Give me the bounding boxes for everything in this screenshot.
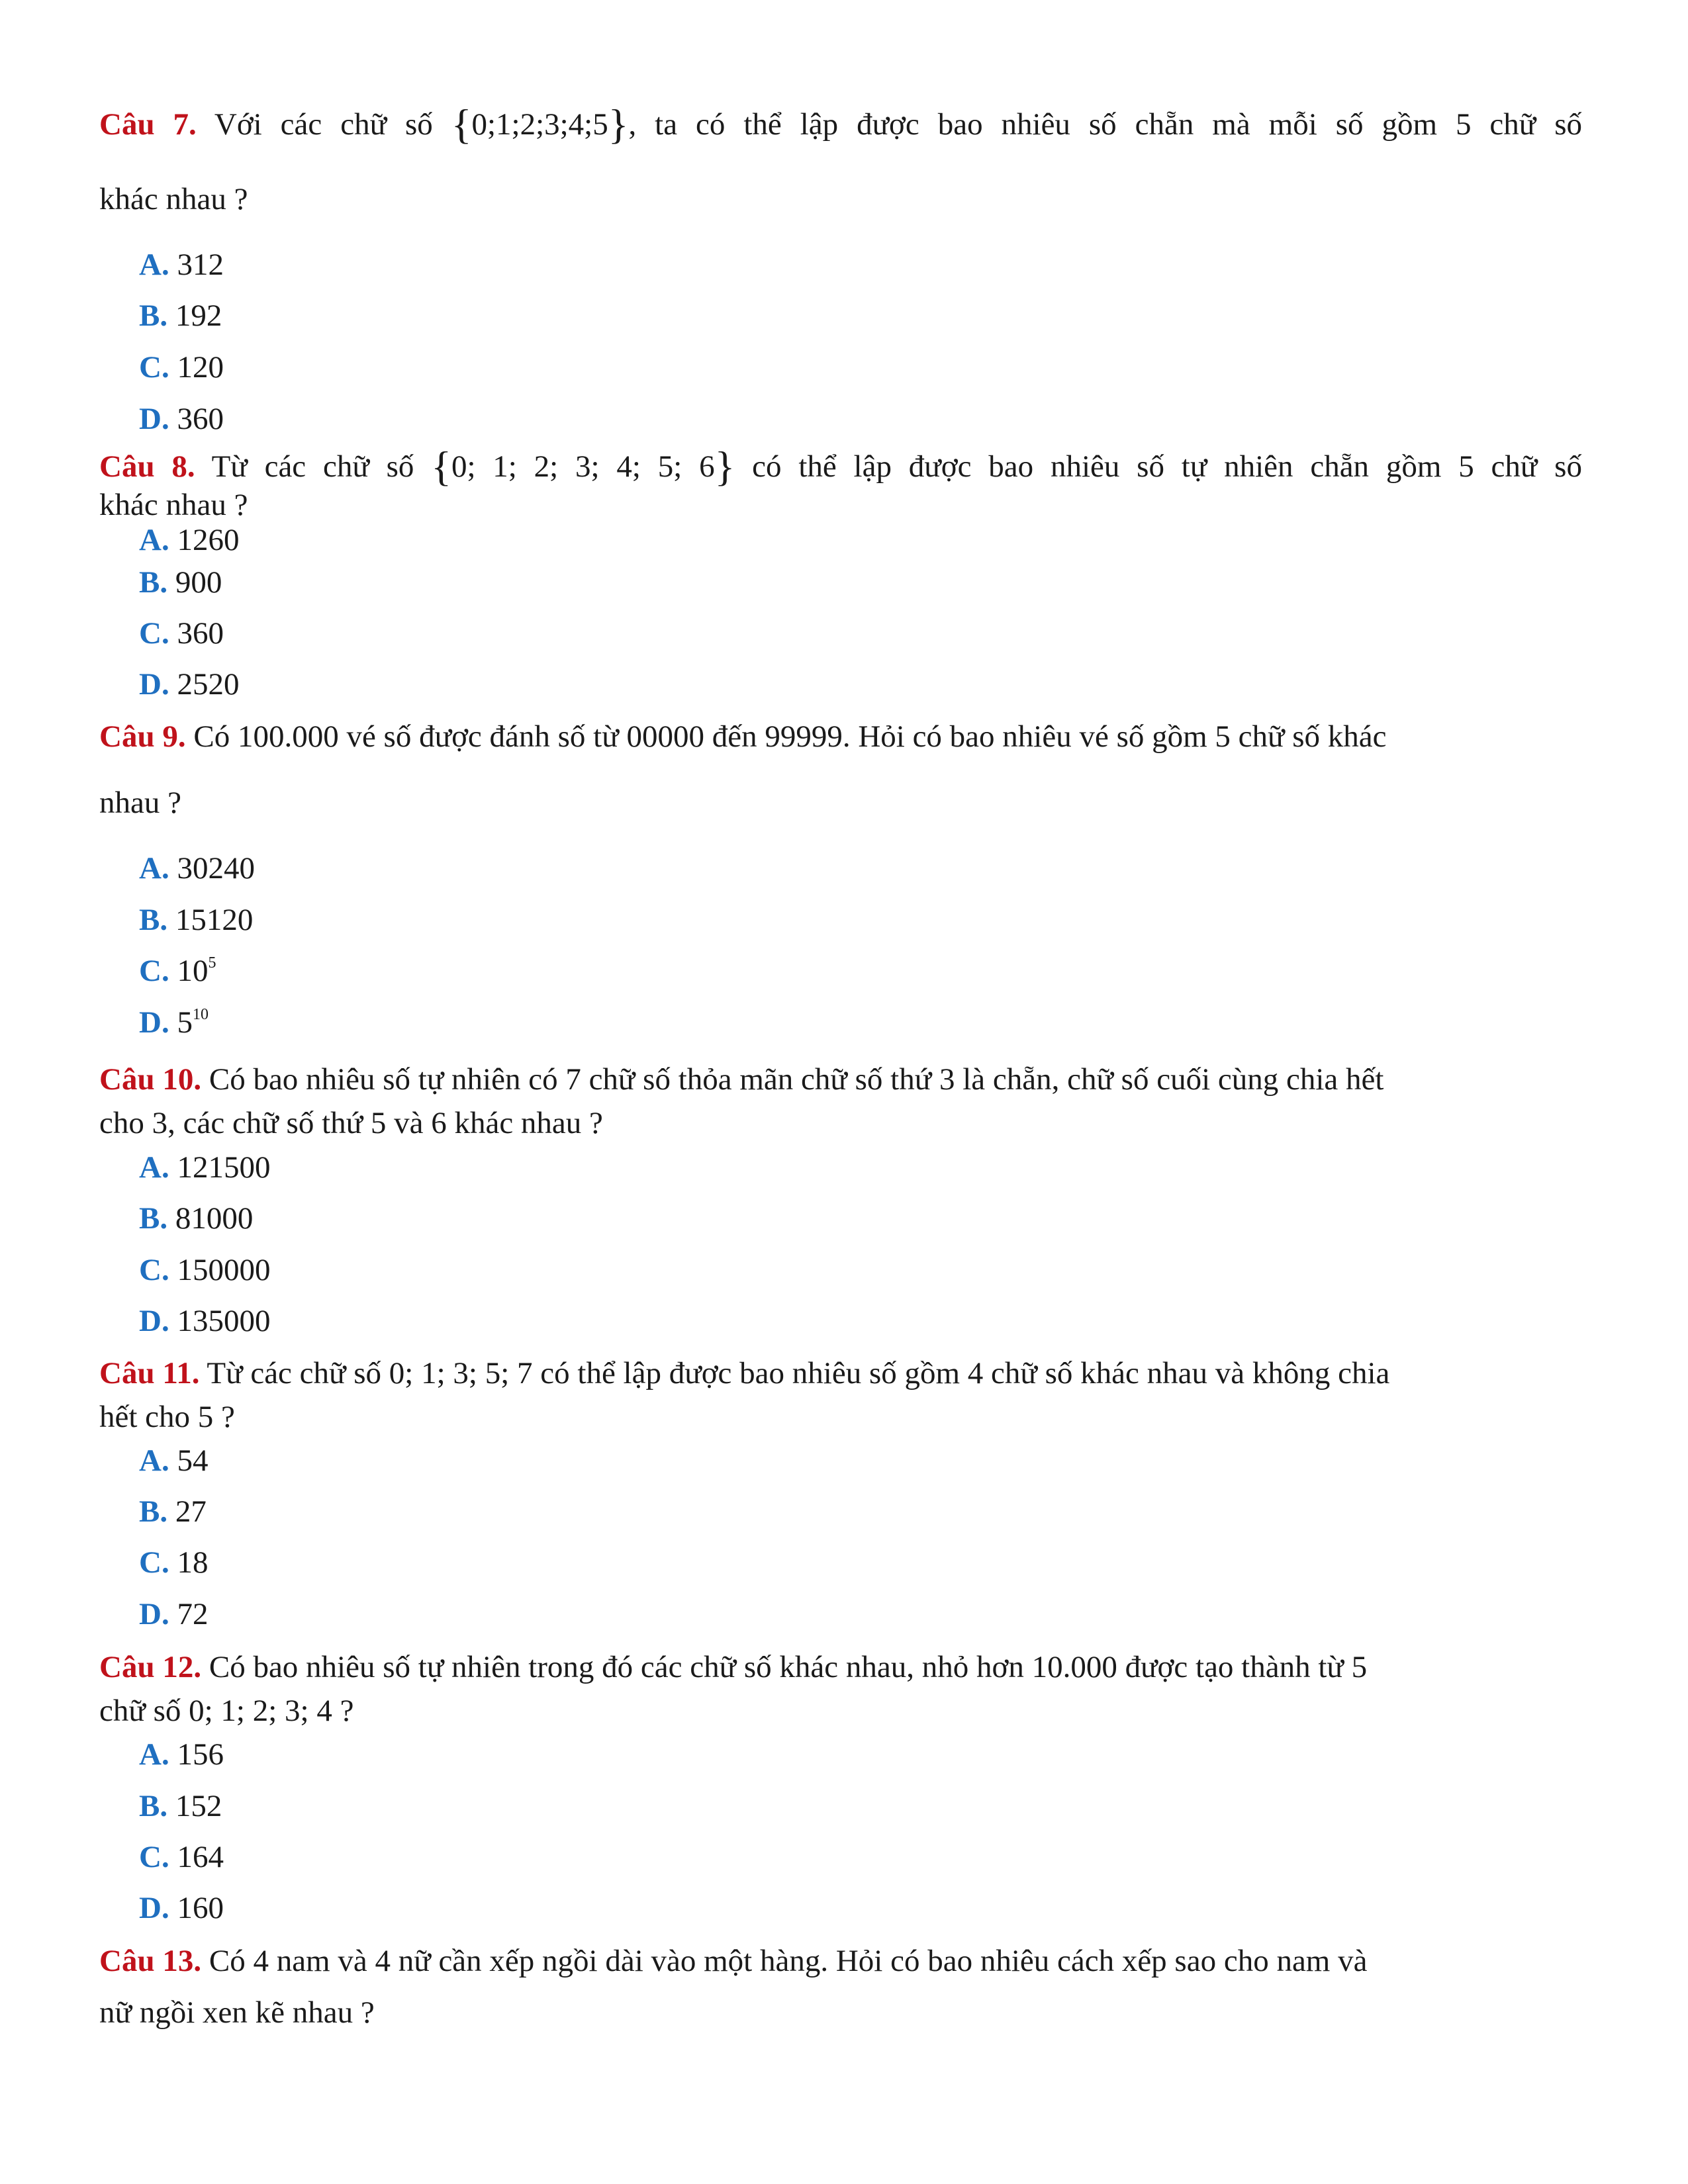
question-7-set: 0;1;2;3;4;5 [471,107,608,142]
question-10-option-c: C. 150000 [139,1253,271,1287]
question-12-option-d: D. 160 [139,1891,224,1925]
question-10-option-d: D. 135000 [139,1304,271,1338]
exponent: 5 [208,954,216,972]
question-10-option-b: B. 81000 [139,1201,254,1236]
question-8-option-a: A. 1260 [139,523,240,557]
question-7 [99,103,1582,146]
question-12-option-c: C. 164 [139,1840,224,1874]
open-brace-icon: { [431,443,451,490]
question-7-option-b: B. 192 [139,298,222,333]
exponent: 10 [192,1006,209,1023]
question-11-option-a: A. 54 [139,1443,209,1478]
question-8-text-b: có thể lập được bao nhiêu số tự nhiên chẵn gồm 5 chữ số [735,449,1582,484]
question-13-text: Có 4 nam và 4 nữ cần xếp ngồi dài vào một hàng. Hỏi có bao nhiêu cách xếp sao cho nam và [201,1944,1368,1978]
question-7-line-2: khác nhau ? [99,182,248,216]
question-11-label: Câu 11. [99,1356,200,1390]
question-12-text: Có bao nhiêu số tự nhiên trong đó các chữ số khác nhau, nhỏ hơn 10.000 được tạo thành từ 5 [201,1650,1368,1684]
question-10-text: Có bao nhiêu số tự nhiên có 7 chữ số thỏa mãn chữ số thứ 3 là chẵn, chữ số cuối cùng chia hết [201,1062,1384,1097]
question-9-text: Có 100.000 vé số được đánh số từ 00000 đến 99999. Hỏi có bao nhiêu vé số gồm 5 chữ số khác [185,719,1387,754]
question-11-option-c: C. 18 [139,1545,209,1580]
question-11-line-1 [99,1356,1389,1390]
close-brace-icon: } [608,101,629,148]
question-12-option-b: B. 152 [139,1789,222,1823]
question-10-label: Câu 10. [99,1062,202,1097]
question-9 [99,715,1582,758]
question-13 [99,1939,1582,1983]
question-13-line-1 [99,1944,1367,1978]
question-8-label: Câu 8. [99,449,195,484]
question-10-line-2: cho 3, các chữ số thứ 5 và 6 khác nhau ? [99,1106,603,1140]
question-8-option-d: D. 2520 [139,667,240,702]
question-7-text-b: , ta có thể lập được bao nhiêu số chẵn mà mỗi số gồm 5 chữ số [628,107,1582,142]
question-8-line-2: khác nhau ? [99,488,248,522]
question-13-label: Câu 13. [99,1944,202,1978]
question-9-label: Câu 9. [99,719,186,754]
question-7-option-c: C. 120 [139,350,224,385]
question-12-line-1 [99,1650,1367,1684]
question-7-text-a: Với các chữ số [196,107,451,142]
question-8-option-c: C. 360 [139,616,224,651]
question-9-option-d: D. $5^{10}$ [139,1005,209,1040]
question-7-option-d: D. 360 [139,402,224,436]
open-brace-icon: { [451,101,472,148]
question-8 [99,445,1582,488]
question-8-set: 0; 1; 2; 3; 4; 5; 6 [451,449,715,484]
question-11 [99,1351,1582,1395]
question-8-text-a: Từ các chữ số [195,449,432,484]
question-13-line-2: nữ ngồi xen kẽ nhau ? [99,1995,375,2030]
question-10-option-a: A. 121500 [139,1150,271,1185]
close-brace-icon: } [714,443,735,490]
question-7-label: Câu 7. [99,107,197,142]
question-11-line-2: hết cho 5 ? [99,1400,235,1434]
question-7-line-1 [99,103,1582,146]
question-12 [99,1645,1582,1689]
question-10 [99,1058,1582,1101]
question-12-line-2: chữ số 0; 1; 2; 3; 4 ? [99,1694,354,1728]
question-9-option-c: C. $10^5$ [139,954,216,988]
question-8-option-b: B. 900 [139,565,222,600]
question-9-option-a: A. 30240 [139,851,255,886]
question-11-option-d: D. 72 [139,1597,209,1631]
question-12-label: Câu 12. [99,1650,202,1684]
question-9-option-b: B. 15120 [139,903,254,937]
question-9-line-2: nhau ? [99,786,181,820]
question-7-option-a: A. 312 [139,248,224,282]
question-11-option-b: B. 27 [139,1494,207,1529]
question-10-line-1 [99,1062,1383,1097]
question-12-option-a: A. 156 [139,1737,224,1772]
question-9-line-1 [99,719,1387,754]
question-8-line-1 [99,445,1582,488]
question-11-text: Từ các chữ số 0; 1; 3; 5; 7 có thể lập được bao nhiêu số gồm 4 chữ số khác nhau và không chia [199,1356,1390,1390]
